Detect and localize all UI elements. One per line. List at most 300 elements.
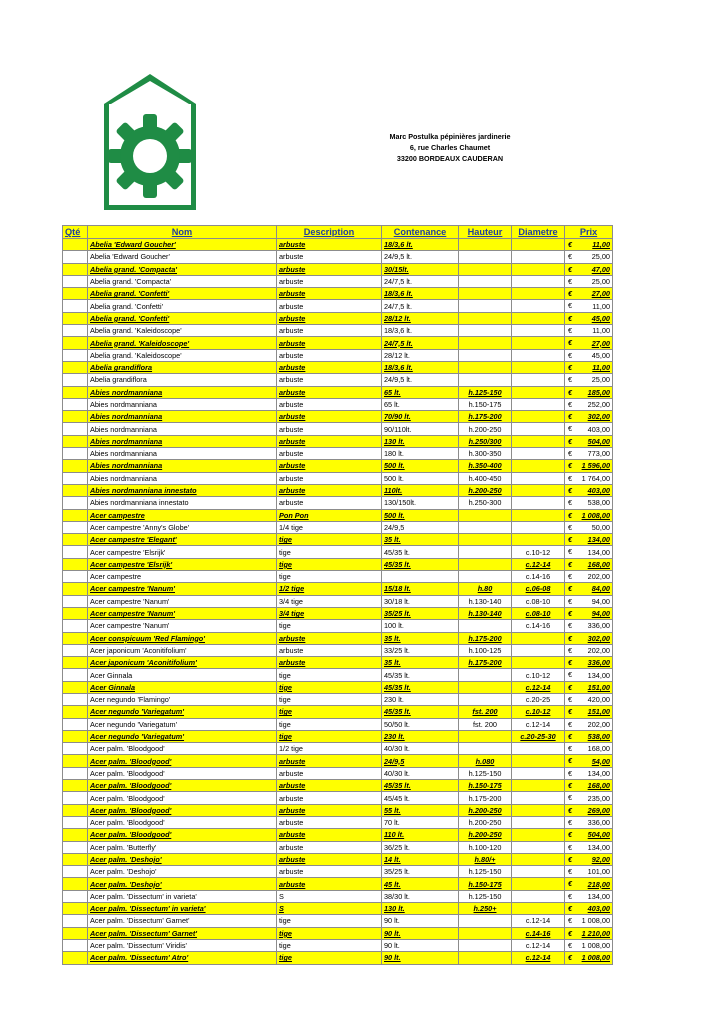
table-row [63, 706, 613, 718]
table-row [63, 521, 613, 533]
currency-symbol: € [568, 350, 573, 360]
currency-symbol: € [568, 547, 573, 557]
description-cell: arbuste [277, 251, 382, 263]
table-row [63, 927, 613, 939]
qte-cell [63, 251, 88, 263]
hauteur-cell [459, 927, 512, 939]
hauteur-cell [459, 546, 512, 558]
hauteur-cell [459, 521, 512, 533]
description-cell: arbuste [277, 239, 382, 251]
currency-symbol: € [568, 412, 573, 422]
qte-cell [63, 706, 88, 718]
name-cell: Abelia grand. 'Kaleidoscope' [88, 349, 277, 361]
diametre-cell [512, 829, 565, 841]
name-cell: Acer Ginnala [88, 669, 277, 681]
description-cell: arbuste [277, 632, 382, 644]
hauteur-cell [459, 239, 512, 251]
name-cell: Acer palm. 'Deshojo' [88, 878, 277, 890]
description-cell: arbuste [277, 804, 382, 816]
description-cell: arbuste [277, 423, 382, 435]
hauteur-cell: fst. 200 [459, 718, 512, 730]
price-cell [565, 927, 613, 939]
table-row [63, 312, 613, 324]
name-cell: Acer campestre 'Elegant' [88, 534, 277, 546]
name-cell: Abies nordmanniana innestato [88, 484, 277, 496]
price-value: 269,00 [587, 805, 610, 815]
currency-symbol: € [568, 768, 573, 778]
description-cell: tige [277, 939, 382, 951]
hauteur-cell: h.125-150 [459, 890, 512, 902]
hauteur-cell [459, 669, 512, 681]
contenance-cell: 65 lt. [382, 398, 459, 410]
description-cell: 1/2 tige [277, 583, 382, 595]
name-cell: Abelia grand. 'Confetti' [88, 312, 277, 324]
price-cell [565, 804, 613, 816]
diametre-cell [512, 632, 565, 644]
price-cell [565, 780, 613, 792]
price-value: 25,00 [591, 375, 610, 385]
price-value: 92,00 [591, 854, 610, 864]
qte-cell [63, 853, 88, 865]
price-value: 403,00 [587, 486, 610, 496]
price-value: 134,00 [587, 535, 610, 545]
hauteur-cell: h.175-200 [459, 411, 512, 423]
currency-symbol: € [568, 793, 573, 803]
qte-cell [63, 435, 88, 447]
description-cell: arbuste [277, 460, 382, 472]
currency-symbol: € [568, 436, 573, 446]
name-cell: Acer negundo 'Variegatum' [88, 730, 277, 742]
qte-cell [63, 644, 88, 656]
price-cell [565, 448, 613, 460]
contenance-cell: 130 lt. [382, 435, 459, 447]
table-row [63, 534, 613, 546]
currency-symbol: € [568, 240, 573, 249]
name-cell: Acer palm. 'Bloodgood' [88, 755, 277, 767]
description-cell: arbuste [277, 792, 382, 804]
contenance-cell: 38/30 lt. [382, 890, 459, 902]
price-cell [565, 337, 613, 349]
price-value: 168,00 [587, 559, 610, 569]
price-value: 202,00 [587, 572, 610, 582]
hauteur-cell: h.200-250 [459, 829, 512, 841]
hauteur-cell [459, 730, 512, 742]
diametre-cell [512, 509, 565, 521]
diametre-cell [512, 890, 565, 902]
qte-cell [63, 952, 88, 964]
price-cell [565, 288, 613, 300]
description-cell: arbuste [277, 374, 382, 386]
description-cell: arbuste [277, 816, 382, 828]
qte-cell [63, 361, 88, 373]
table-row [63, 718, 613, 730]
name-cell: Acer campestre [88, 571, 277, 583]
contenance-cell: 230 lt. [382, 730, 459, 742]
description-cell: tige [277, 718, 382, 730]
price-cell [565, 300, 613, 312]
currency-symbol: € [568, 719, 573, 729]
description-cell: tige [277, 669, 382, 681]
diametre-cell [512, 804, 565, 816]
price-value: 218,00 [587, 879, 610, 889]
description-cell: arbuste [277, 288, 382, 300]
name-cell: Acer palm. 'Butterfly' [88, 841, 277, 853]
qte-cell [63, 607, 88, 619]
description-cell: 3/4 tige [277, 607, 382, 619]
contenance-cell: 24/7,5 lt. [382, 300, 459, 312]
table-row [63, 792, 613, 804]
price-value: 27,00 [591, 289, 610, 299]
diametre-cell: c.12-14 [512, 558, 565, 570]
table-row [63, 460, 613, 472]
table-row [63, 890, 613, 902]
name-cell: Acer campestre 'Nanum' [88, 583, 277, 595]
currency-symbol: € [568, 301, 573, 311]
price-value: 202,00 [587, 645, 610, 655]
diametre-cell [512, 337, 565, 349]
name-cell: Abies nordmanniana [88, 460, 277, 472]
diametre-cell [512, 435, 565, 447]
qte-cell [63, 878, 88, 890]
currency-symbol: € [568, 535, 573, 545]
table-row [63, 558, 613, 570]
description-cell: arbuste [277, 755, 382, 767]
price-cell [565, 460, 613, 472]
price-value: 336,00 [587, 818, 610, 828]
table-row [63, 411, 613, 423]
table-row [63, 509, 613, 521]
price-cell [565, 657, 613, 669]
hauteur-cell: h.130-140 [459, 595, 512, 607]
price-cell [565, 620, 613, 632]
description-cell: tige [277, 571, 382, 583]
hauteur-cell [459, 571, 512, 583]
price-value: 11,00 [592, 326, 610, 336]
currency-symbol: € [568, 522, 573, 532]
table-row [63, 767, 613, 779]
diametre-cell [512, 792, 565, 804]
hauteur-cell [459, 374, 512, 386]
description-cell: arbuste [277, 878, 382, 890]
table-row [63, 915, 613, 927]
price-value: 420,00 [587, 695, 610, 705]
diametre-cell [512, 275, 565, 287]
diametre-cell [512, 386, 565, 398]
currency-symbol: € [568, 399, 573, 409]
qte-cell [63, 558, 88, 570]
hauteur-cell [459, 952, 512, 964]
diametre-cell [512, 300, 565, 312]
logo-house-roof [104, 74, 196, 104]
hauteur-cell: h.300-350 [459, 448, 512, 460]
diametre-cell [512, 497, 565, 509]
name-cell: Abelia grandiflora [88, 361, 277, 373]
description-cell: arbuste [277, 472, 382, 484]
diametre-cell: c.08-10 [512, 607, 565, 619]
currency-symbol: € [568, 449, 573, 459]
qte-cell [63, 288, 88, 300]
header-prix: Prix [565, 226, 613, 239]
table-row [63, 669, 613, 681]
contenance-cell: 70 lt. [382, 816, 459, 828]
qte-cell [63, 337, 88, 349]
description-cell: arbuste [277, 263, 382, 275]
hauteur-cell [459, 681, 512, 693]
qte-cell [63, 275, 88, 287]
description-cell: tige [277, 927, 382, 939]
table-row [63, 681, 613, 693]
price-cell [565, 398, 613, 410]
diametre-cell: c.10-12 [512, 706, 565, 718]
table-row [63, 780, 613, 792]
description-cell: arbuste [277, 435, 382, 447]
description-cell: Pon Pon [277, 509, 382, 521]
qte-cell [63, 263, 88, 275]
table-row [63, 239, 613, 251]
qte-cell [63, 829, 88, 841]
price-value: 50,00 [591, 522, 610, 532]
currency-symbol: € [568, 645, 573, 655]
contenance-cell: 180 lt. [382, 448, 459, 460]
table-row [63, 484, 613, 496]
contenance-cell: 36/25 lt. [382, 841, 459, 853]
company-address [355, 131, 545, 164]
contenance-cell: 24/9,5 [382, 755, 459, 767]
price-cell [565, 693, 613, 705]
price-cell [565, 915, 613, 927]
qte-cell [63, 927, 88, 939]
hauteur-cell [459, 693, 512, 705]
price-cell [565, 497, 613, 509]
hauteur-cell: h.80 [459, 583, 512, 595]
currency-symbol: € [568, 842, 573, 852]
name-cell: Acer palm. 'Dissectum' in varieta' [88, 890, 277, 902]
price-value: 11,00 [592, 363, 610, 373]
company-logo [101, 70, 199, 212]
contenance-cell: 500 lt. [382, 472, 459, 484]
hauteur-cell [459, 312, 512, 324]
price-cell [565, 558, 613, 570]
diametre-cell [512, 903, 565, 915]
name-cell: Abelia grand. 'Confetti' [88, 300, 277, 312]
table-row [63, 288, 613, 300]
name-cell: Acer palm. 'Dissectum' Atro' [88, 952, 277, 964]
hauteur-cell: h.150-175 [459, 780, 512, 792]
diametre-cell [512, 239, 565, 251]
diametre-cell [512, 878, 565, 890]
contenance-cell: 50/50 lt. [382, 718, 459, 730]
currency-symbol: € [568, 867, 573, 877]
hauteur-cell [459, 325, 512, 337]
qte-cell [63, 743, 88, 755]
contenance-cell: 15/18 lt. [382, 583, 459, 595]
qte-cell [63, 239, 88, 251]
price-value: 538,00 [587, 498, 610, 508]
price-value: 54,00 [591, 756, 610, 766]
currency-symbol: € [568, 633, 573, 643]
description-cell: arbuste [277, 767, 382, 779]
contenance-cell: 90/110lt. [382, 423, 459, 435]
table-row [63, 841, 613, 853]
contenance-cell [382, 571, 459, 583]
currency-symbol: € [568, 362, 573, 372]
header-hauteur: Hauteur [459, 226, 512, 239]
price-value: 336,00 [587, 658, 610, 668]
price-cell [565, 521, 613, 533]
qte-cell [63, 583, 88, 595]
diametre-cell [512, 263, 565, 275]
currency-symbol: € [568, 498, 573, 508]
qte-cell [63, 903, 88, 915]
price-value: 504,00 [587, 436, 610, 446]
description-cell: tige [277, 693, 382, 705]
name-cell: Acer negundo 'Variegatum' [88, 706, 277, 718]
hauteur-cell [459, 263, 512, 275]
price-value: 1 764,00 [581, 473, 610, 483]
diametre-cell [512, 374, 565, 386]
qte-cell [63, 460, 88, 472]
hauteur-cell: h.125-150 [459, 386, 512, 398]
diametre-cell [512, 312, 565, 324]
diametre-cell [512, 361, 565, 373]
contenance-cell: 130 lt. [382, 903, 459, 915]
contenance-cell: 90 lt. [382, 939, 459, 951]
qte-cell [63, 571, 88, 583]
price-cell [565, 509, 613, 521]
description-cell: tige [277, 558, 382, 570]
qte-cell [63, 780, 88, 792]
description-cell: arbuste [277, 841, 382, 853]
price-value: 25,00 [591, 277, 610, 287]
price-value: 134,00 [587, 670, 610, 680]
hauteur-cell: h.100-120 [459, 841, 512, 853]
contenance-cell: 45/35 lt. [382, 780, 459, 792]
currency-symbol: € [568, 830, 573, 840]
contenance-cell: 30/18 lt. [382, 595, 459, 607]
hauteur-cell [459, 509, 512, 521]
hauteur-cell [459, 288, 512, 300]
price-list-table [62, 225, 613, 965]
price-value: 302,00 [587, 633, 610, 643]
header-diametre: Diametre [512, 226, 565, 239]
name-cell: Abies nordmanniana [88, 448, 277, 460]
price-cell [565, 767, 613, 779]
price-cell [565, 644, 613, 656]
price-value: 94,00 [591, 596, 610, 606]
price-value: 202,00 [587, 719, 610, 729]
qte-cell [63, 374, 88, 386]
price-cell [565, 903, 613, 915]
price-value: 773,00 [587, 449, 610, 459]
contenance-cell: 24/9,5 [382, 521, 459, 533]
price-cell [565, 706, 613, 718]
qte-cell [63, 792, 88, 804]
header-contenance: Contenance [382, 226, 459, 239]
contenance-cell: 90 lt. [382, 927, 459, 939]
diametre-cell [512, 743, 565, 755]
contenance-cell: 18/3,6 lt. [382, 325, 459, 337]
table-row [63, 952, 613, 964]
price-value: 168,00 [587, 744, 610, 754]
price-value: 25,00 [591, 252, 610, 262]
name-cell: Abelia grand. 'Kaleidoscope' [88, 325, 277, 337]
price-cell [565, 349, 613, 361]
currency-symbol: € [568, 928, 573, 938]
hauteur-cell: h.200-250 [459, 804, 512, 816]
description-cell: arbuste [277, 300, 382, 312]
description-cell: arbuste [277, 853, 382, 865]
name-cell: Acer palm. 'Dissectum' in varieta' [88, 903, 277, 915]
description-cell: arbuste [277, 866, 382, 878]
description-cell: tige [277, 706, 382, 718]
price-cell [565, 755, 613, 767]
price-cell [565, 312, 613, 324]
name-cell: Abies nordmanniana innestato [88, 497, 277, 509]
currency-symbol: € [568, 621, 573, 631]
contenance-cell: 45 lt. [382, 878, 459, 890]
diametre-cell [512, 534, 565, 546]
diametre-cell [512, 398, 565, 410]
price-cell [565, 607, 613, 619]
contenance-cell: 24/7,5 lt. [382, 337, 459, 349]
currency-symbol: € [568, 682, 573, 692]
diametre-cell: c.12-14 [512, 952, 565, 964]
table-row [63, 853, 613, 865]
currency-symbol: € [568, 904, 573, 914]
table-row [63, 448, 613, 460]
qte-cell [63, 841, 88, 853]
table-row [63, 743, 613, 755]
diametre-cell [512, 816, 565, 828]
description-cell: arbuste [277, 829, 382, 841]
currency-symbol: € [568, 744, 573, 754]
qte-cell [63, 693, 88, 705]
logo-sun-flower [108, 114, 192, 198]
qte-cell [63, 312, 88, 324]
table-row [63, 620, 613, 632]
name-cell: Acer campestre 'Nanum' [88, 620, 277, 632]
qte-cell [63, 497, 88, 509]
description-cell: 1/4 tige [277, 521, 382, 533]
description-cell: arbuste [277, 275, 382, 287]
currency-symbol: € [568, 596, 573, 606]
qte-cell [63, 767, 88, 779]
currency-symbol: € [568, 608, 573, 618]
table-row [63, 693, 613, 705]
price-cell [565, 743, 613, 755]
qte-cell [63, 411, 88, 423]
qte-cell [63, 521, 88, 533]
currency-symbol: € [568, 461, 573, 471]
contenance-cell: 18/3,6 lt. [382, 239, 459, 251]
currency-symbol: € [568, 338, 573, 348]
hauteur-cell: h.125-150 [459, 767, 512, 779]
price-cell [565, 939, 613, 951]
currency-symbol: € [568, 387, 573, 397]
contenance-cell: 40/30 lt. [382, 743, 459, 755]
contenance-cell: 24/9,5 lt. [382, 251, 459, 263]
currency-symbol: € [568, 756, 573, 766]
price-cell [565, 251, 613, 263]
name-cell: Abelia grandiflora [88, 374, 277, 386]
contenance-cell: 28/12 lt. [382, 349, 459, 361]
diametre-cell [512, 325, 565, 337]
contenance-cell: 100 lt. [382, 620, 459, 632]
contenance-cell: 40/30 lt. [382, 767, 459, 779]
price-value: 235,00 [587, 793, 610, 803]
name-cell: Acer campestre 'Elsrijk' [88, 558, 277, 570]
contenance-cell: 90 lt. [382, 915, 459, 927]
